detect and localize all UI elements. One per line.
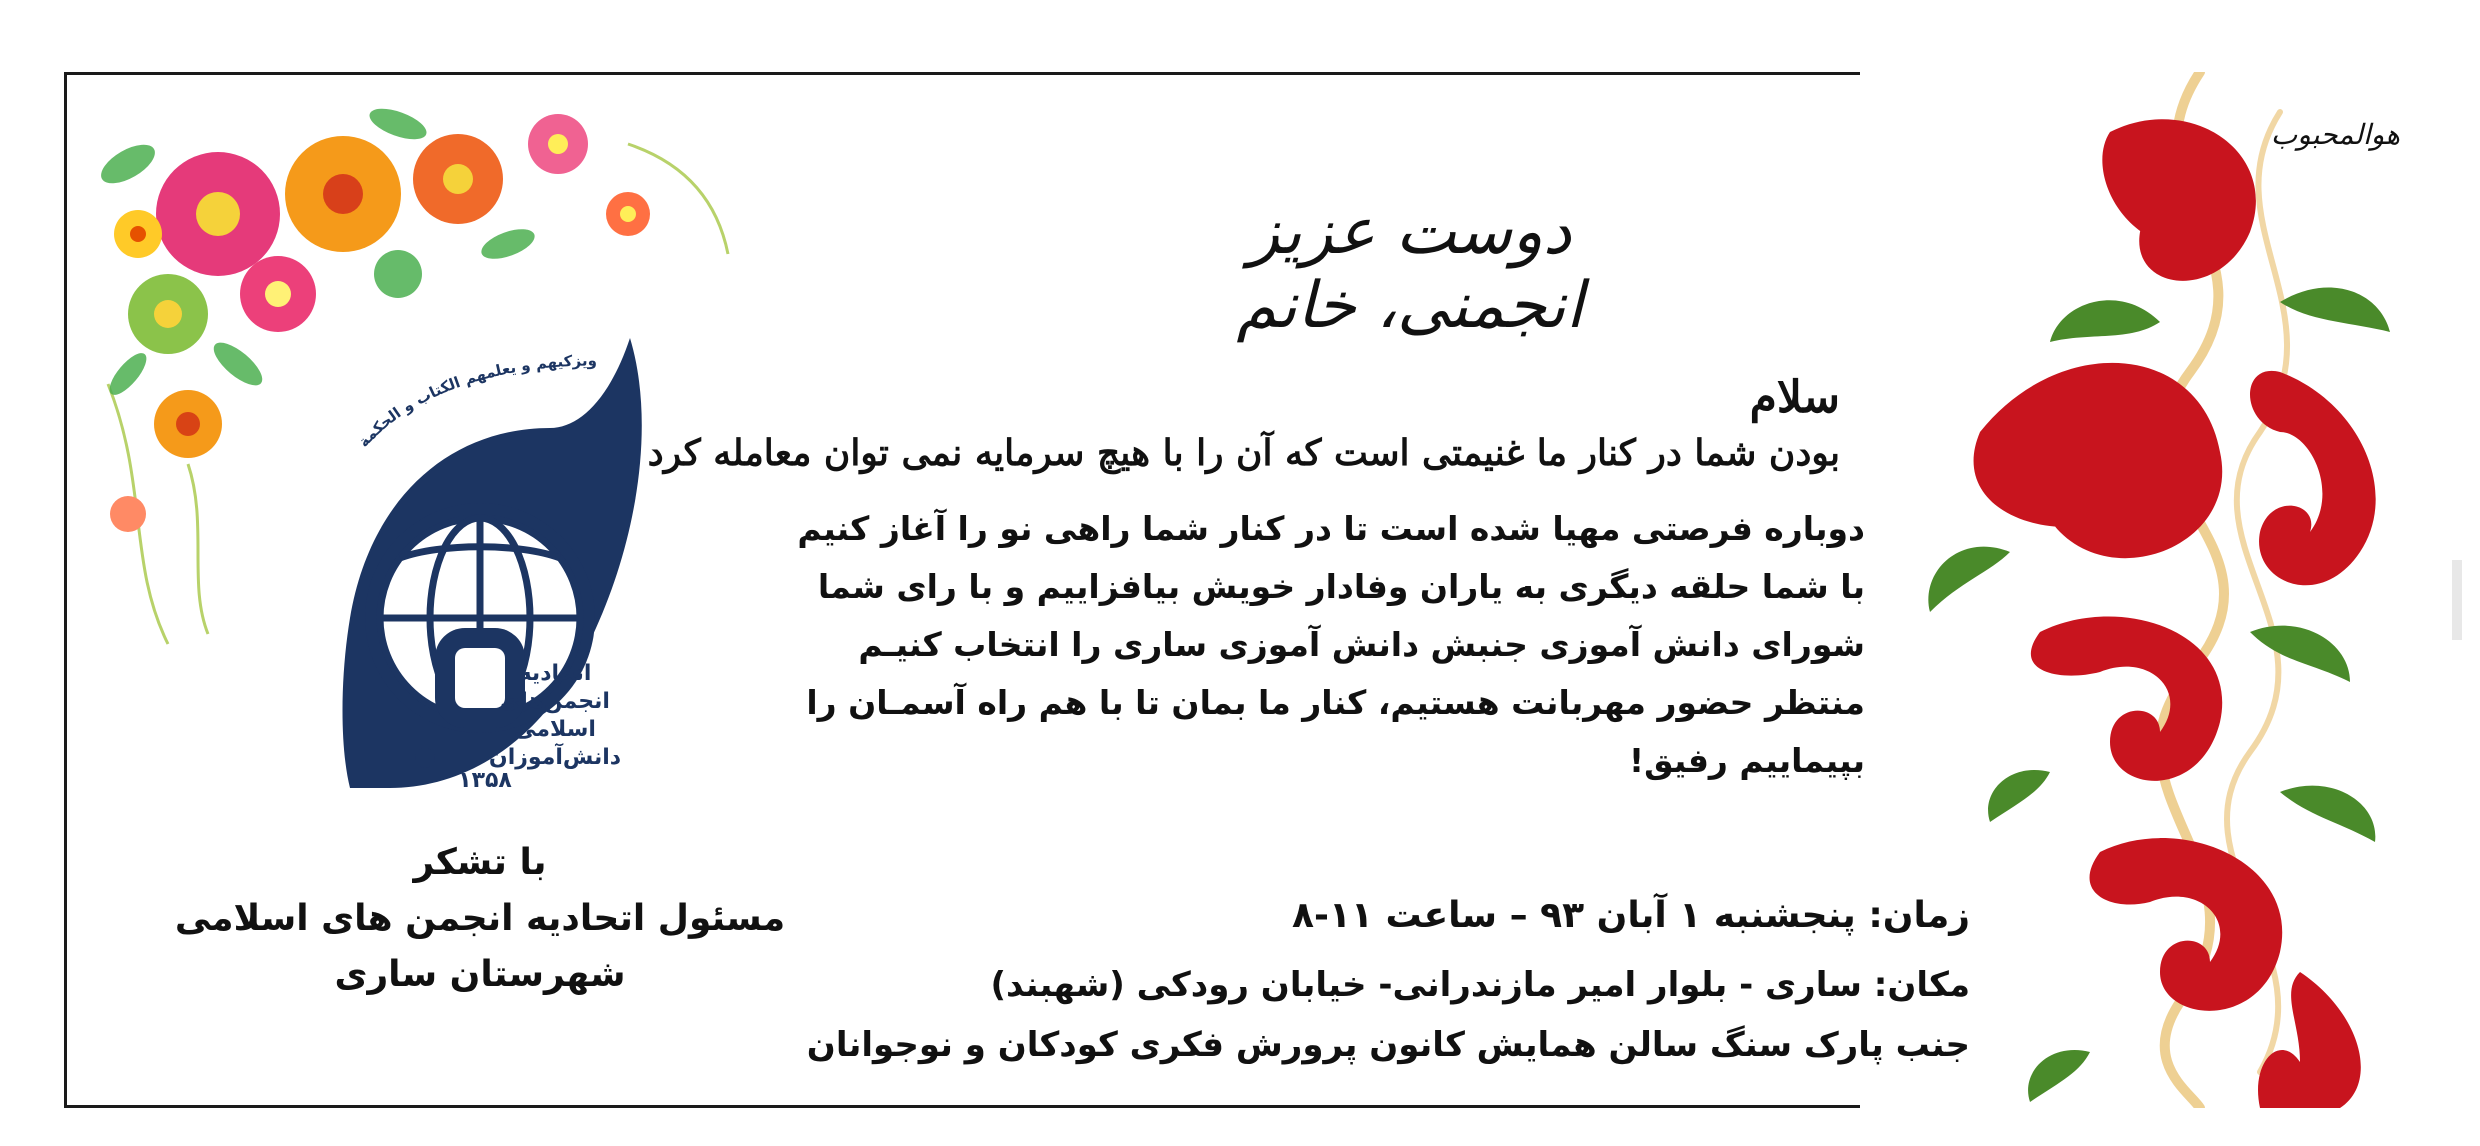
- event-time: زمان: پنجشنبه ۱ آبان ۹۳ – ساعت ۱۱-۸: [1292, 895, 1970, 936]
- lead-sentence: بودن شما در کنار ما غنیمتی است که آن را با هیچ سرمایه نمی توان معامله کرد: [647, 432, 1840, 474]
- greeting-title: دوست عزیز انجمنی، خانم: [1236, 195, 1584, 343]
- letter-line: منتظر حضور مهربانت هستیم، کنار ما بمان تا با هم راه آسمـان را: [806, 683, 1865, 722]
- event-place-detail: جنب پارک سنگ سالن همایش کانون پرورش فکری کودکان و نوجوانان: [806, 1025, 1970, 1065]
- floral-ornament-right: [1860, 72, 2426, 1108]
- logo-arc-text: [345, 348, 645, 458]
- logo-name: [470, 660, 640, 772]
- letter-line: بپیماییم رفیق!: [1629, 741, 1865, 780]
- signature-thanks: با تشکر: [413, 842, 547, 883]
- letter-body: [715, 500, 1865, 790]
- salutation: سلام: [1749, 372, 1840, 423]
- signature-block: [120, 835, 840, 1003]
- letter-line: دوباره فرصتی مهیا شده است تا در کنار شما راهی نو را آغاز کنیم: [797, 509, 1865, 548]
- letter-line: با شما حلقه دیگری به یاران وفادار خویش بیافزاییم و با رای شما: [817, 567, 1865, 606]
- edge-mark: [2452, 560, 2462, 640]
- svg-text:ویزکیهم و یعلمهم الکتاب و الحک: ویزکیهم و یعلمهم الکتاب و الحکمة: [354, 351, 598, 451]
- event-place: مکان: ساری - بلوار امیر مازندرانی- خیابان رودکی (شهبند): [990, 965, 1970, 1005]
- logo-name-line: انجمن‌های: [500, 689, 610, 714]
- header-invocation: هوالمحبوب: [2270, 118, 2400, 151]
- signature-role: مسئول اتحادیه انجمن های اسلامی: [174, 898, 786, 939]
- logo-name-line: اتحادیه: [518, 661, 592, 686]
- signature-city: شهرستان ساری: [334, 954, 626, 995]
- letter-line: شورای دانش آموزی جنبش دانش آموزی ساری را انتخاب کنیـم: [858, 625, 1865, 664]
- logo-name-line: دانش‌آموزان: [488, 745, 622, 770]
- logo-year: ۱۳۵۸: [458, 768, 512, 793]
- logo-name-line: اسلامی: [514, 717, 596, 742]
